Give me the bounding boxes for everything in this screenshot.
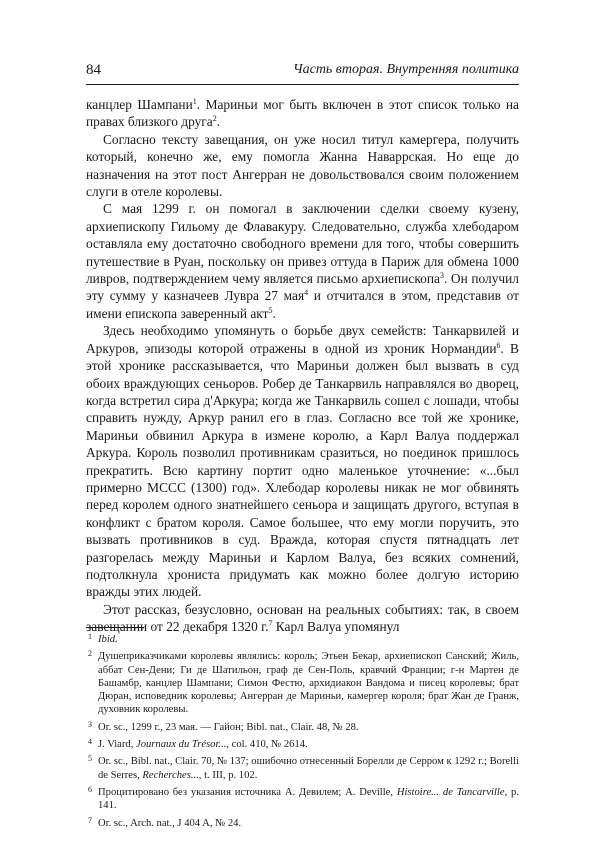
paragraph-1: канцлер Шампани$^1$. Мариньи мог быть включен в этот список только на правах близкого друга$^2$. bbox=[86, 97, 519, 130]
footnote-5: 5 Or. sc., Bibl. nat., Clair. 70, № 137; ошибочно отнесенный Борелли де Серром к 1292 г.; Borelli de Serres, Recherches..., t. III, p. 102. bbox=[88, 754, 519, 781]
page-number: 84 bbox=[86, 62, 101, 78]
paragraph-3: С мая 1299 г. он помогал в заключении сделки своему кузену, архиепископу Гильому де Флавакуру. Следовательно, служба хлебодаром оставляла ему достаточно свободного времени для того, чтобы совершить путешествие в Руан, поскольку он привез оттуда в Париж для обмена 1000 ливров, подтверждением чему является письмо архиепископа$^3$. Он получил эту сумму у казначеев Лувра 27 мая$^4$ и отчитался в этом, представив от имени епископа заверенный акт$^5$. bbox=[86, 201, 519, 321]
page-header bbox=[86, 62, 519, 80]
header-rule bbox=[86, 84, 519, 85]
footnote-rule bbox=[86, 627, 144, 628]
main-text bbox=[86, 96, 519, 636]
footnote-4: 4 J. Viard, Journaux du Trésor..., col. 410, № 2614. bbox=[88, 737, 308, 751]
footnote-6: 6 Процитировано без указания источника А. Девилем; A. Deville, Histoire... de Tancarville, p. 141. bbox=[88, 784, 519, 812]
footnotes bbox=[86, 633, 519, 830]
paragraph-5: Этот рассказ, безусловно, основан на реальных событиях: так, в своем завещании от 22 декабря 1320 г.$^7$ Карл Валуа упомянул bbox=[86, 601, 519, 635]
footnote-3: 3 Or. sc., 1299 г., 23 мая. — Гайон; Bibl. nat., Clair. 48, № 28. bbox=[88, 719, 359, 733]
paragraph-2: Согласно тексту завещания, он уже носил титул камергера, получить который, конечно же, ему помогла Жанна Наваррская. Но еще до назначения на этот пост Ангерран не довольствовался своим положением слуги в отеле королевы. bbox=[86, 131, 519, 200]
running-title: Часть вторая. Внутренняя политика bbox=[292, 62, 519, 77]
paragraph-4: Здесь необходимо упомянуть о борьбе двух семейств: Танкарвилей и Аркуров, эпизоды которой отражены в одной из хроник Нормандии$^6$. В этой хронике рассказывается, что Мариньи должен был вызвать в суд обоих враждующих сеньоров. Робер де Танкарвиль направлялся во дворец, когда встретил сира д'Аркура; когда же Танкарвиль сошел с лошади, чтобы справить нужду, Аркур ранил его в глаз. Согласно все той же хронике, Мариньи обвинил Аркура в измене королю, а Карл Валуа поддержал Аркура. Король позволил противникам сразиться, но поединок пришлось прекратить. Всю картину портит одно маленькое уточнение: «...был примерно MCCC (1300) год». Хлебодар королевы никак не мог обвинять перед королем одного знатнейшего сеньора и защищать другого, вступая в конфликт с братом короля. Самое большее, что ему могли поручить, это вызвать противников в суд. Вражда, которая спустя пятнадцать лет разгорелась между Мариньи и Карлом Валуа, без всяких сомнений, подтолкнула хрониста придумать как можно более долгую историю вражды этих людей. bbox=[86, 323, 519, 600]
footnote-7: 7 Or. sc., Arch. nat., J 404 A, № 24. bbox=[88, 815, 242, 829]
footnote-2: 2 Душеприказчиками королевы являлись: король; Этьен Бекар, архиепископ Санский; Жиль, аббат Сен-Дени; Ги де Шатильон, граф де Сен-Поль, кравчий Франции; г-н Мартен де Башамбр, канцлер Шампани; Симон Фестю, архидиакон Вандома и писец королевы; брат Дюран, исповедник королевы; Ангерран де Мариньи, камергер короля; брат Жан де Гранж, духовник королевы. bbox=[88, 649, 519, 716]
footnote-1: 1 Ibid. bbox=[88, 632, 118, 645]
